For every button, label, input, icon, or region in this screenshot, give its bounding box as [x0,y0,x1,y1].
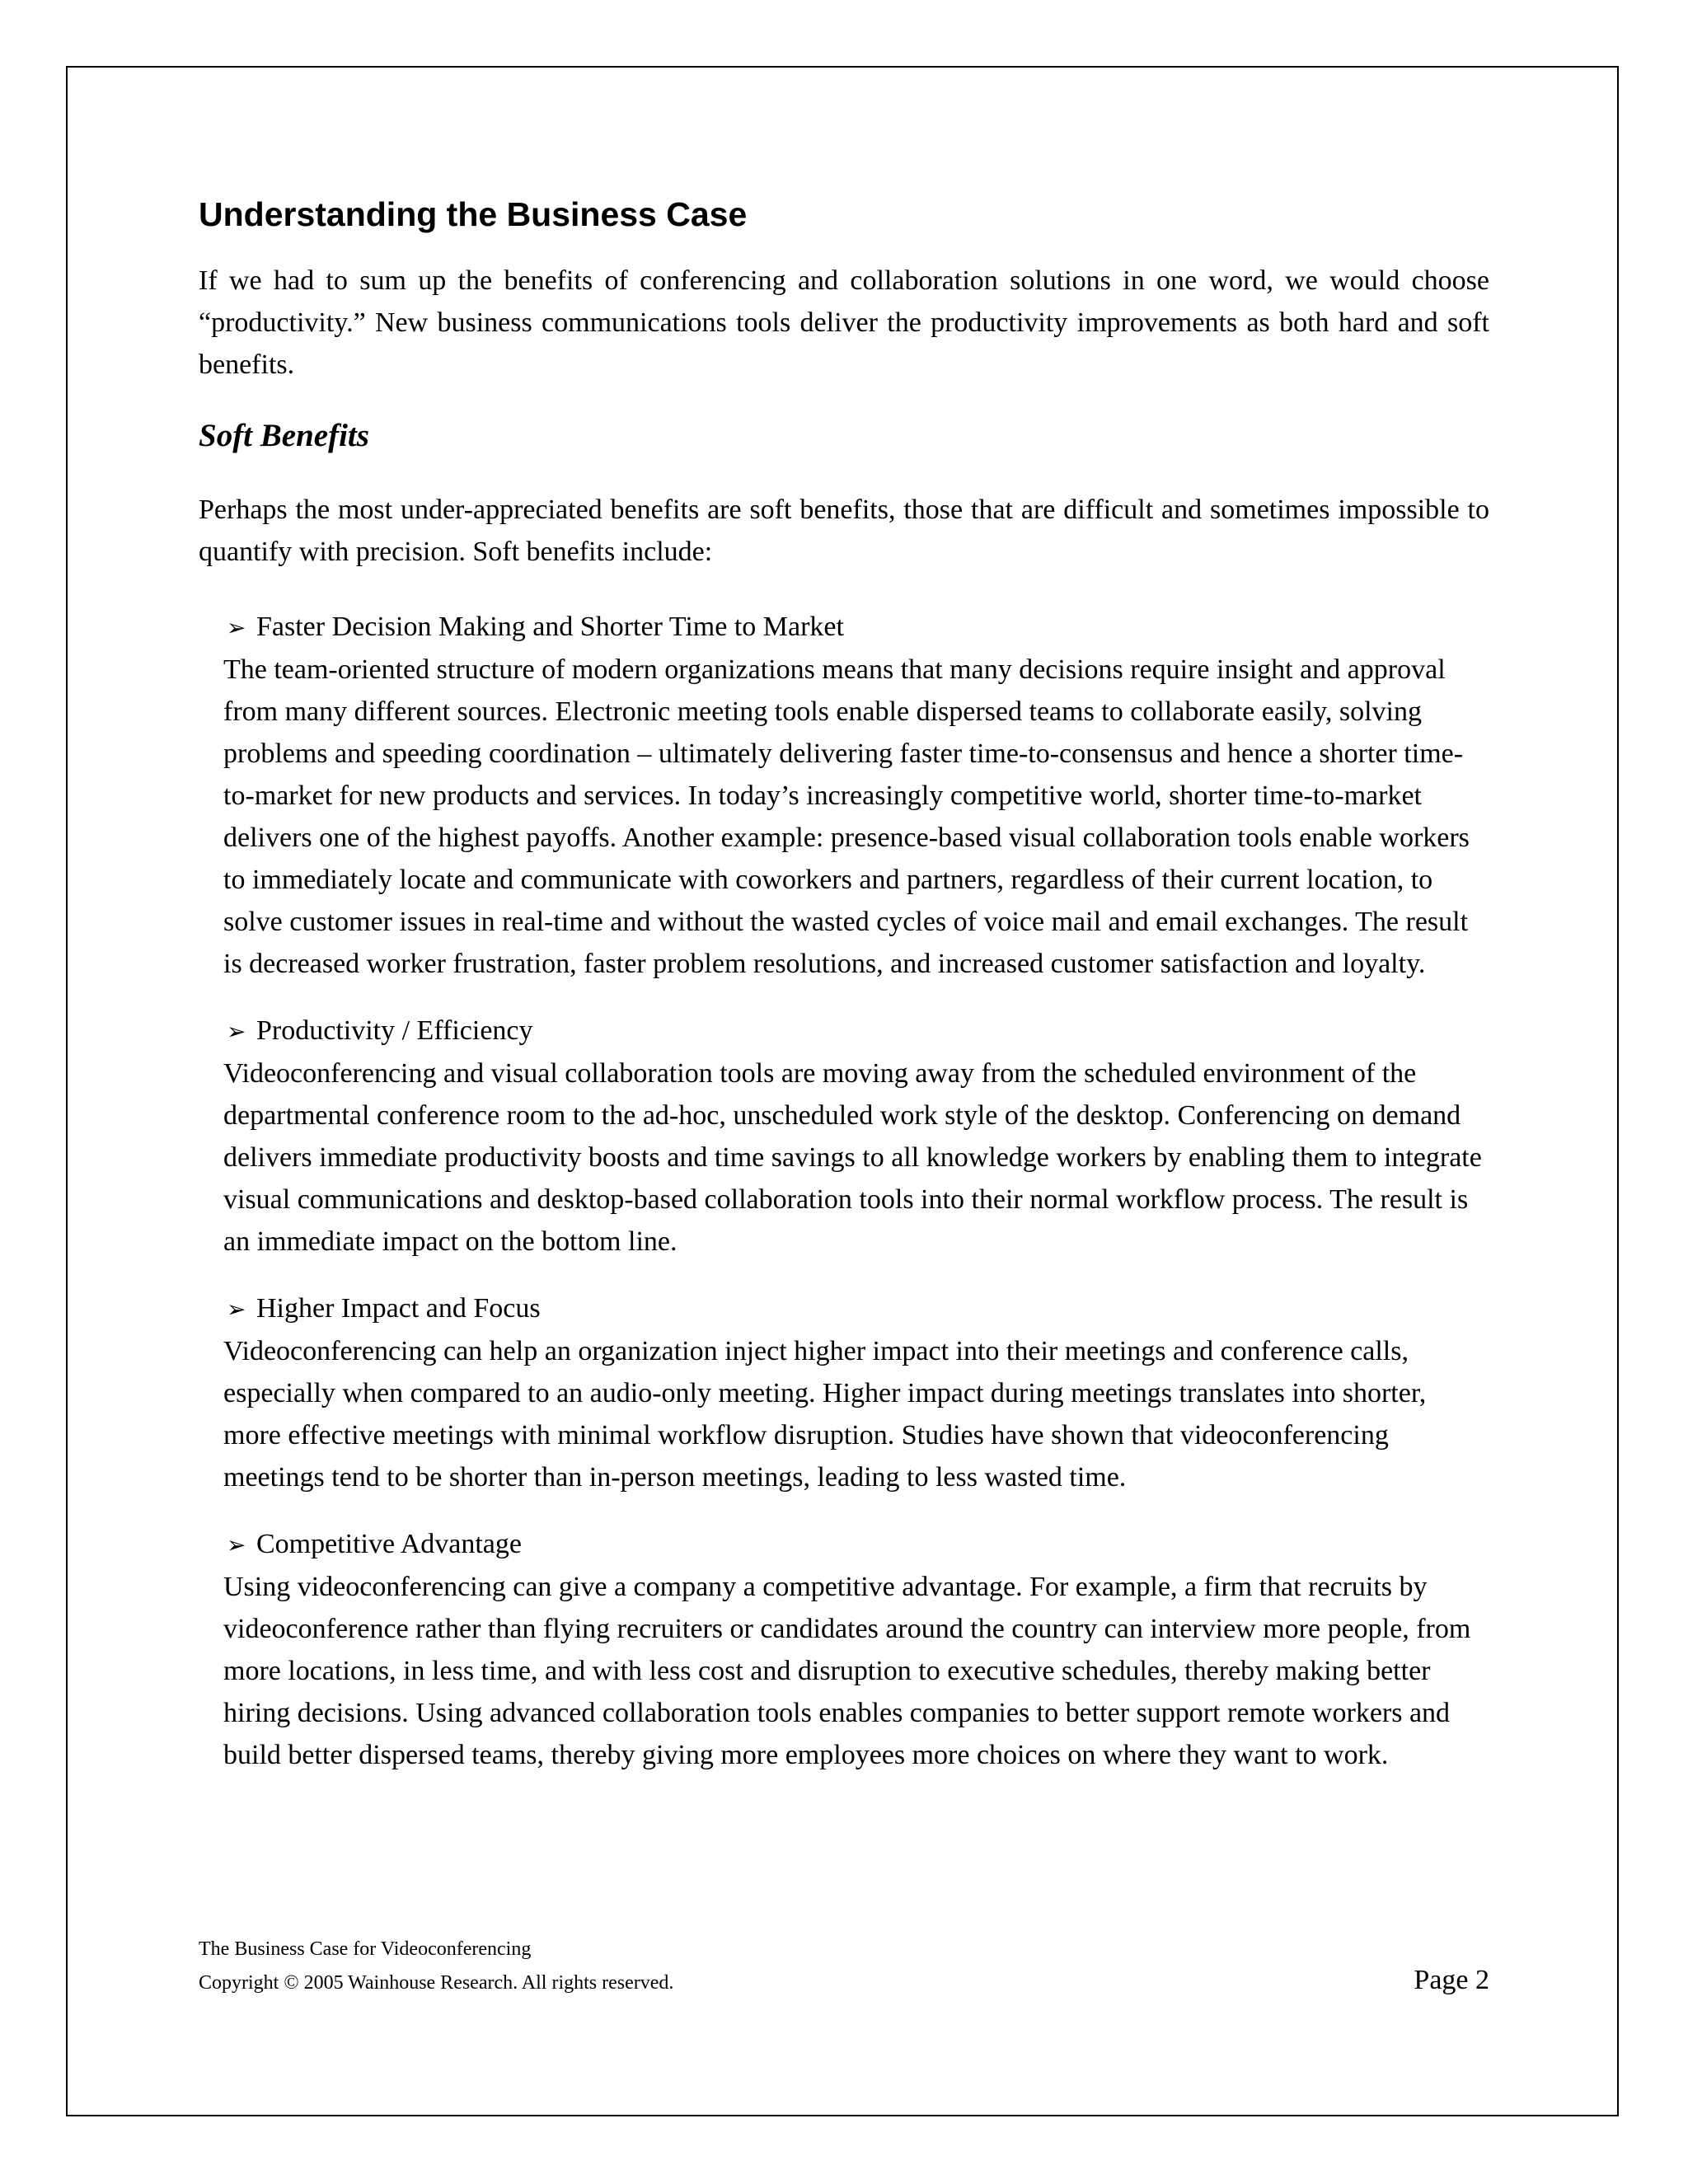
benefit-title: Productivity / Efficiency [256,1015,533,1046]
section-heading-soft-benefits: Soft Benefits [199,418,369,454]
benefit-item-productivity-efficiency [223,1010,1489,1263]
benefit-title: Faster Decision Making and Shorter Time to Market [256,611,844,642]
benefit-body: The team-oriented structure of modern organizations means that many decisions require insight and approval from many different sources. Electronic meeting tools enable dispersed teams to collaborate easily, solving problems and speeding coordination – ultimately delivering faster time-to-consensus and hence a shorter time-to-market for new products and services. In today’s increasingly competitive world, shorter time-to-market delivers one of the highest payoffs. Another example: presence-based visual collaboration tools enable workers to immediately locate and communicate with coworkers and partners, regardless of their current location, to solve customer issues in real-time and without the wasted cycles of voice mail and email exchanges. The result is decreased worker frustration, faster problem resolutions, and increased customer satisfaction and loyalty. [223,654,1470,979]
benefit-body: Using videoconferencing can give a company a competitive advantage. For example, a firm that recruits by videoconference rather than flying recruiters or candidates around the country can interview more people, from more locations, in less time, and with less cost and disruption to executive schedules, thereby making better hiring decisions. Using advanced collaboration tools enables companies to better support remote workers and build better dispersed teams, thereby giving more employees more choices on where they want to work. [223,1571,1471,1770]
footer-doc-title: The Business Case for Videoconferencing [199,1938,532,1960]
benefit-title-row [223,1523,1489,1566]
benefit-body: Videoconferencing can help an organization inject higher impact into their meetings and conference calls, especially when compared to an audio-only meeting. Higher impact during meetings translates into shorter, more effective meetings with minimal workflow disruption. Studies have shown that videoconferencing meetings tend to be shorter than in-person meetings, leading to less wasted time. [223,1335,1427,1493]
soft-benefits-intro: Perhaps the most under-appreciated benefits are soft benefits, those that are difficult and sometimes impossible to quantify with precision. Soft benefits include: [199,494,1489,567]
intro-paragraph: If we had to sum up the benefits of conferencing and collaboration solutions in one word, we would choose “productivity.” New business communications tools deliver the productivity improvements as both hard and soft benefits. [199,265,1489,381]
benefit-item-faster-decision-making [223,606,1489,985]
page-footer [199,1933,1489,1999]
footer-row [199,1965,1489,1999]
page-title: Understanding the Business Case [199,195,748,233]
benefit-title-row [223,606,1489,649]
document-body [199,194,1489,1801]
benefit-title: Competitive Advantage [256,1528,522,1559]
arrow-bullet-icon: ➢ [227,613,246,641]
benefit-body: Videoconferencing and visual collaboration tools are moving away from the scheduled environment of the departmental conference room to the ad-hoc, unscheduled work style of the desktop. Conferencing on demand delivers immediate productivity boosts and time savings to all knowledge workers by enabling them to integrate visual communications and desktop-based collaboration tools into their normal workflow process. The result is an immediate impact on the bottom line. [223,1057,1482,1257]
benefit-title: Higher Impact and Focus [256,1292,541,1324]
page-number: Page 2 [1414,1965,1489,1995]
benefit-item-higher-impact [223,1287,1489,1498]
arrow-bullet-icon: ➢ [227,1295,246,1323]
benefit-title-row [223,1287,1489,1330]
benefits-list [199,606,1489,1776]
arrow-bullet-icon: ➢ [227,1017,246,1045]
footer-copyright: Copyright © 2005 Wainhouse Research. All rights reserved. [199,1972,674,1994]
arrow-bullet-icon: ➢ [227,1530,246,1558]
benefit-title-row [223,1010,1489,1052]
benefit-item-competitive-advantage [223,1523,1489,1776]
